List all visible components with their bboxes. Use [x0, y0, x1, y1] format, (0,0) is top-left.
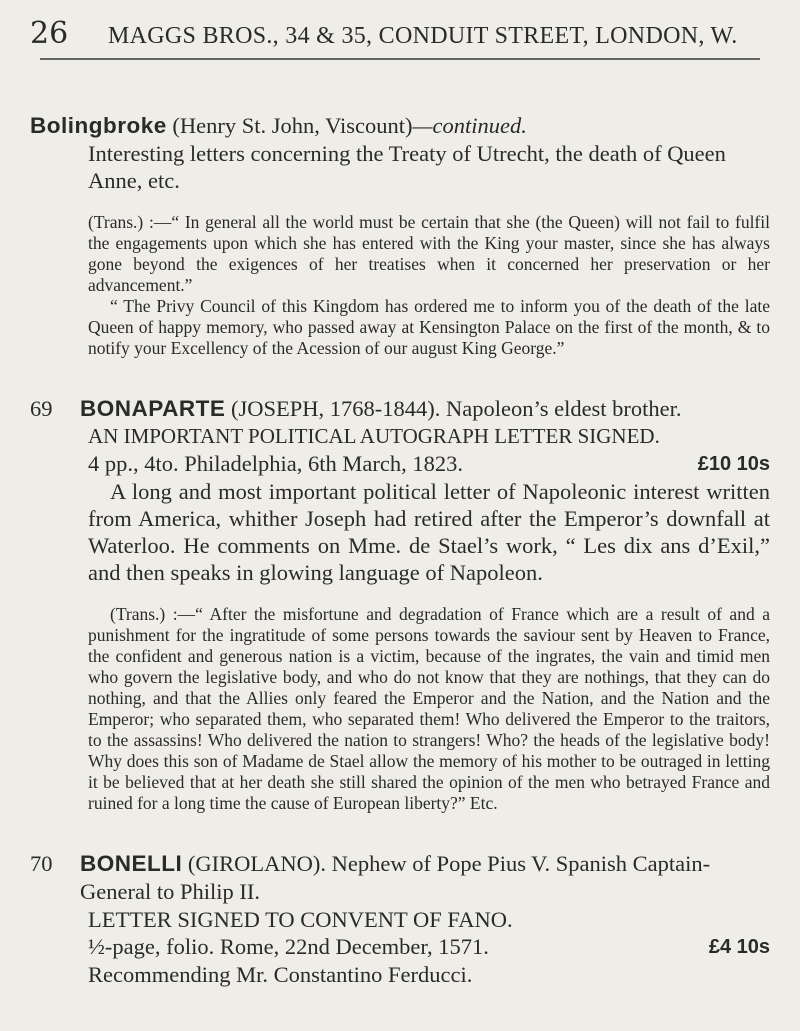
- author-details: (JOSEPH, 1768-1844). Napoleon’s eldest brother.: [225, 396, 682, 421]
- privy-council-quote: “ The Privy Council of this Kingdom has ordered me to inform you of the death of the late Queen of happy memory, who passed away at Kensington Palace on the first of the month, & to notify your Excellency of the Acession of our august King George.”: [88, 296, 770, 358]
- entry-bolingbroke: [30, 112, 770, 359]
- item-title: AN IMPORTANT POLITICAL AUTOGRAPH LETTER SIGNED.: [88, 424, 660, 448]
- item-format: ½-page, folio. Rome, 22nd December, 1571.: [88, 934, 489, 959]
- author-name: Bolingbroke: [30, 113, 167, 138]
- item-format: 4 pp., 4to. Philadelphia, 6th March, 1823.: [88, 451, 463, 476]
- author-name: BONELLI: [80, 851, 183, 876]
- entry-subject: Interesting letters concerning the Treaty of Utrecht, the death of Queen Anne, etc.: [88, 141, 726, 193]
- entry-heading: [30, 112, 770, 140]
- lot-number: 70: [30, 851, 53, 876]
- item-price: £4 10s: [708, 936, 770, 958]
- entry-heading: [80, 395, 770, 423]
- item-description: A long and most important political letter of Napoleonic interest written from America, whither Joseph had retired after the Emperor’s downfall at Waterloo. He comments on Mme. de Stael’s work, “ Les dix ans d’Exil,” and then speaks in glowing language of Napoleon.: [88, 479, 770, 585]
- page-header: [30, 16, 770, 51]
- item-description: Recommending Mr. Constantino Ferducci.: [88, 962, 473, 987]
- translation-quote: (Trans.) :—“ In general all the world must be certain that she (the Queen) will not fail to fulfil the engagements upon which she has entered with the King your master, since she has always gone beyond the exigences of her treatises when it concerned her preservation or her advancement.”: [88, 212, 770, 295]
- item-title: LETTER SIGNED TO CONVENT OF FANO.: [88, 907, 513, 932]
- entry-lot-70: [30, 850, 770, 988]
- entry-heading: [80, 850, 770, 906]
- header-rule: [40, 58, 760, 60]
- author-details: (Henry St. John, Viscount): [166, 113, 413, 138]
- running-title: MAGGS BROS., 34 & 35, CONDUIT STREET, LONDON, W.: [108, 23, 738, 49]
- continued-label: —continued.: [412, 113, 527, 138]
- entry-lot-69: [30, 395, 770, 814]
- lot-number: 69: [30, 396, 53, 421]
- author-name: BONAPARTE: [80, 396, 226, 421]
- item-price: £10 10s: [697, 453, 770, 475]
- translation-quote: (Trans.) :—“ After the misfortune and degradation of France which are a result of and a punishment for the ingratitude of some persons towards the saviour sent by Heaven to France, the confident and generous nation is a victim, because of the ingrates, the vain and timid men who govern the legislative body, and who do not know that they are nothings, that they can do nothing, and that the Allies only feared the Emperor and the Nation, and the Nation and the Emperor; who separated them, who separated them! Who delivered the Emperor to the traitors, to the assassins! Who delivered the nation to strangers! Who? the heads of the legislative body! Why does this son of Madame de Stael allow the memory of his mother to be outraged in letting it be believed that at her death she still shared the opinion of the men who betrayed France and ruined for a long time the cause of European liberty?” Etc.: [88, 604, 770, 813]
- catalogue-body: [30, 112, 770, 1024]
- page-number: 26: [30, 16, 69, 51]
- author-details: (GIROLANO). Nephew of Pope Pius V. Spanish Captain-General to Philip II.: [80, 851, 711, 904]
